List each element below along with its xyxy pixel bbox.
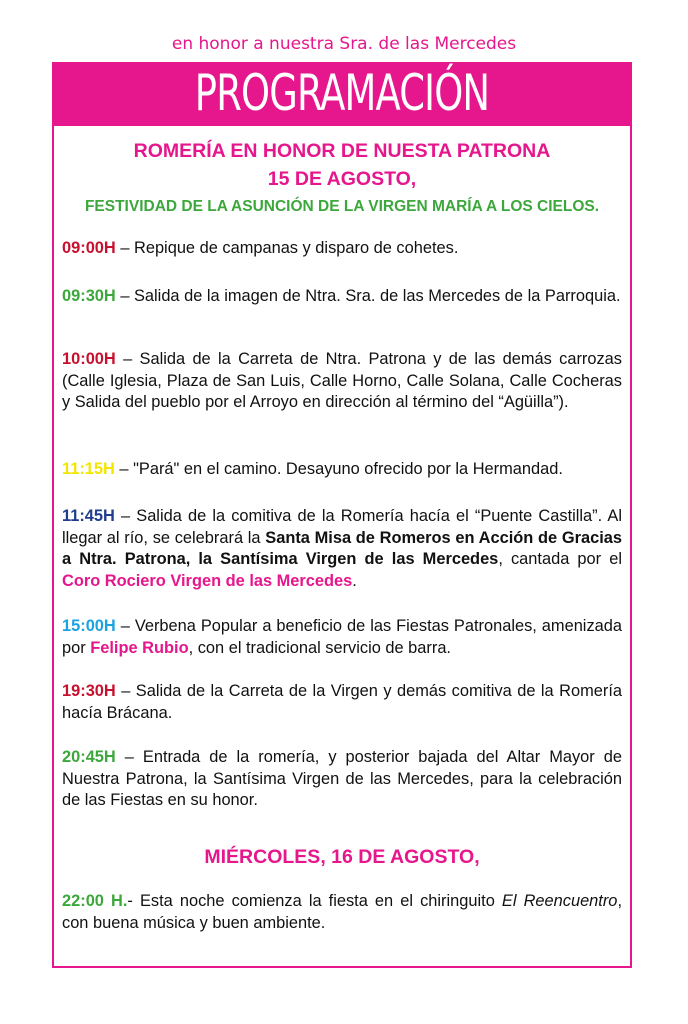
entry-text: – "Pará" en el camino. Desayuno ofrecido por la Hermandad. bbox=[114, 460, 563, 478]
entry-text: . bbox=[352, 571, 357, 590]
entry-text: – Salida de la comitiva de la Romería hacía el “Puente Castilla”. Al llegar al río, se celebrará la bbox=[62, 507, 622, 547]
entry-1115 bbox=[62, 459, 622, 481]
entry-time: 10:00H bbox=[62, 350, 116, 368]
entry-time: 11:15H bbox=[62, 460, 115, 478]
entry-time: 15:00H bbox=[62, 617, 116, 635]
entry-text: – Entrada de la romería, y posterior bajada del Altar Mayor de Nuestra Patrona, la Santísima Virgen de las Mercedes, para la celebración de las Fiestas en su honor. bbox=[62, 748, 622, 810]
entry-2045 bbox=[62, 747, 622, 812]
title-banner bbox=[52, 62, 632, 126]
choir-name: Coro Rociero Virgen de las Mercedes bbox=[62, 571, 353, 590]
venue-name: El Reencuentro bbox=[501, 892, 618, 910]
entry-text: – Salida de la Carreta de Ntra. Patrona y de las demás carrozas (Calle Iglesia, Plaza de San Luis, Calle Horno, Calle Solana, Calle Cocheras y Salida del pueblo por el Arroyo en dirección al término del “Agüilla”). bbox=[62, 350, 622, 412]
heading-line-2: 15 DE AGOSTO, bbox=[267, 168, 417, 190]
performer-name: Felipe Rubio bbox=[90, 638, 189, 657]
mass-title: Santa Misa de Romeros en Acción de Gracias a Ntra. Patrona, la Santísima Virgen de las Mercedes bbox=[62, 528, 623, 569]
entry-time: 09:00H bbox=[62, 239, 116, 257]
banner-title: PROGRAMACIÓN bbox=[194, 64, 490, 122]
entry-text: – Repique de campanas y disparo de cohetes. bbox=[115, 239, 459, 257]
entry-1500 bbox=[62, 616, 622, 659]
entry-time: 19:30H bbox=[62, 682, 116, 700]
entry-2200 bbox=[62, 891, 622, 934]
entry-1000 bbox=[62, 349, 622, 414]
entry-time: 09:30H bbox=[62, 287, 116, 305]
dedication-line: en honor a nuestra Sra. de las Mercedes bbox=[171, 34, 517, 54]
entry-time: 22:00 H. bbox=[62, 892, 128, 910]
entry-0900 bbox=[62, 238, 622, 260]
heading-line-1: ROMERÍA EN HONOR DE NUESTA PATRONA bbox=[133, 140, 551, 162]
entry-text: , con el tradicional servicio de barra. bbox=[188, 638, 451, 657]
entry-1145 bbox=[62, 506, 622, 592]
entry-text: , cantada por el bbox=[498, 550, 622, 569]
entry-text: – Salida de la imagen de Ntra. Sra. de las Mercedes de la Parroquia. bbox=[115, 287, 621, 305]
entry-text: - Esta noche comienza la fiesta en el chiringuito bbox=[127, 892, 502, 910]
entry-1930 bbox=[62, 681, 622, 724]
entry-text: – Salida de la Carreta de la Virgen y demás comitiva de la Romería hacía Brácana. bbox=[62, 682, 622, 722]
entry-time: 11:45H bbox=[62, 507, 115, 525]
entry-text: – Verbena Popular a beneficio de las Fiestas Patronales, amenizada por bbox=[62, 617, 622, 657]
day2-heading: MIÉRCOLES, 16 DE AGOSTO, bbox=[204, 846, 480, 868]
entry-text: , con buena música y buen ambiente. bbox=[62, 892, 622, 932]
heading-line-3: FESTIVIDAD DE LA ASUNCIÓN DE LA VIRGEN MARÍA A LOS CIELOS. bbox=[84, 198, 600, 215]
entry-time: 20:45H bbox=[62, 748, 116, 766]
entry-0930 bbox=[62, 286, 622, 308]
